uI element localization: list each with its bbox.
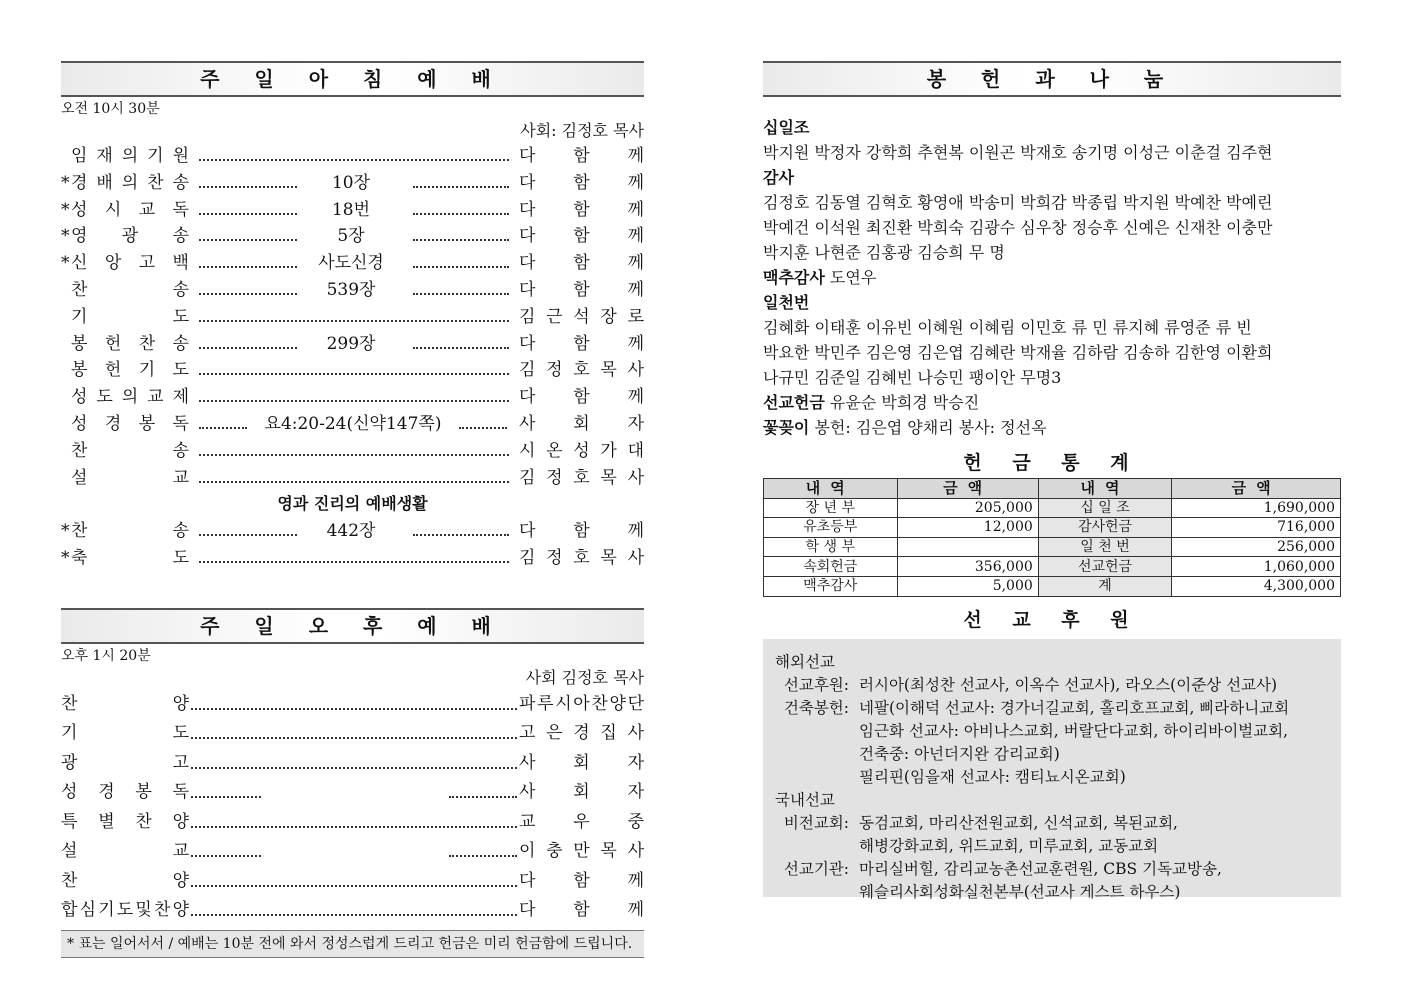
tithe-names: 박지원 박정자 강학희 추현복 이원곤 박재호 송기명 이성근 이춘걸 김주현 xyxy=(763,143,1273,162)
afternoon-order-item xyxy=(61,837,644,867)
offering-list xyxy=(763,115,1341,440)
stats-amount: 1,060,000 xyxy=(1172,557,1341,577)
thousand-names-1: 김혜화 이태훈 이유빈 이혜원 이혜림 이민호 류 민 류지혜 류영준 류 빈 xyxy=(763,318,1252,337)
stats-amount: 356,000 xyxy=(897,557,1038,577)
standing-mark: * xyxy=(61,547,70,568)
order-item xyxy=(61,143,644,170)
order-item-leader: 김 근 석 장 로 xyxy=(519,306,644,327)
order-item-leader: 다 함 께 xyxy=(519,521,644,542)
thousand-names-3: 나규민 김준일 김혜빈 나승민 팽이안 무명3 xyxy=(763,368,1062,387)
order-item xyxy=(61,304,644,331)
order-item-name: 경 배 의 찬 송 xyxy=(71,172,189,193)
stats-header: 내역 xyxy=(1038,479,1172,499)
stats-row xyxy=(764,576,1341,596)
afternoon-item-name: 특 별 찬 양 xyxy=(61,811,189,832)
order-item-detail: 요4:20-24(신약147쪽) xyxy=(264,413,442,434)
order-item-name: 신 앙 고 백 xyxy=(71,253,189,274)
stats-row xyxy=(764,498,1341,518)
afternoon-service-title: 주 일 오 후 예 배 xyxy=(61,608,644,644)
org-label: 선교기관: xyxy=(783,859,849,878)
order-item-detail: 442장 xyxy=(326,521,376,542)
vision-label: 비전교회: xyxy=(783,813,849,832)
afternoon-item-leader: 이 충 만 목 사 xyxy=(519,841,644,862)
stats-amount xyxy=(897,537,1038,557)
morning-closing-list xyxy=(61,518,644,572)
mission-offering-label: 선교헌금 xyxy=(763,393,825,412)
standing-mark: * xyxy=(61,521,70,542)
harvest-thanks-names: 도연우 xyxy=(829,268,877,287)
order-item-name: 성 도 의 교 제 xyxy=(71,387,189,408)
order-item xyxy=(61,438,644,465)
order-item-leader: 다 함 께 xyxy=(519,333,644,354)
standing-mark: * xyxy=(61,226,70,247)
support-label: 선교후원: xyxy=(783,675,849,694)
order-item-detail: 사도신경 xyxy=(318,253,384,274)
build-label: 건축봉헌: xyxy=(783,698,849,717)
morning-order-list xyxy=(61,143,644,491)
stats-amount: 256,000 xyxy=(1172,537,1341,557)
stats-row xyxy=(764,557,1341,577)
flower-label: 꽃꽂이 xyxy=(763,418,810,437)
afternoon-item-name: 설 교 xyxy=(61,841,189,862)
stats-header: 금액 xyxy=(1172,479,1341,499)
afternoon-item-name: 성 경 봉 독 xyxy=(61,782,189,803)
afternoon-order-item xyxy=(61,867,644,897)
order-item-name: 찬 송 xyxy=(71,440,189,461)
afternoon-service-time: 오후 1시 20분 xyxy=(61,647,151,664)
order-item-leader: 다 함 께 xyxy=(519,199,644,220)
org-text-1: 마리실버힐, 감리교농촌선교훈련원, CBS 기독교방송, xyxy=(859,859,1222,878)
order-item xyxy=(61,384,644,411)
afternoon-item-name: 찬 양 xyxy=(61,693,189,714)
order-item-name: 찬 송 xyxy=(71,279,189,300)
order-item-name: 영 광 송 xyxy=(71,226,189,247)
morning-presider: 사회: 김정호 목사 xyxy=(520,121,644,140)
order-item xyxy=(61,411,644,438)
stats-row xyxy=(764,537,1341,557)
build-text-4: 필리핀(임을재 선교사: 캠티뇨시온교회) xyxy=(859,767,1126,786)
order-item xyxy=(61,518,644,545)
stats-category: 십 일 조 xyxy=(1038,498,1172,518)
order-item-leader: 김 정 호 목 사 xyxy=(519,467,644,488)
overseas-mission-heading: 해외선교 xyxy=(775,652,835,671)
order-item-name: 봉 헌 기 도 xyxy=(71,360,189,381)
order-item-leader: 다 함 께 xyxy=(519,146,644,166)
offering-stats-title: 헌 금 통 계 xyxy=(963,452,1141,474)
order-item xyxy=(61,197,644,224)
order-item-name: 설 교 xyxy=(71,467,189,488)
standing-mark: * xyxy=(61,172,70,193)
afternoon-item-leader: 사 회 자 xyxy=(519,782,644,803)
mission-offering-names: 유윤순 박희경 박승진 xyxy=(829,393,980,412)
order-item-detail: 539장 xyxy=(326,279,376,300)
order-item-detail: 18번 xyxy=(331,199,371,220)
build-text-1: 네팔(이해덕 선교사: 경가너길교회, 홀리호프교회, 삐라하니교회 xyxy=(859,698,1290,717)
tithe-label: 십일조 xyxy=(763,118,810,137)
stats-category: 감사헌금 xyxy=(1038,518,1172,538)
stats-category: 맥추감사 xyxy=(764,576,898,596)
support-text: 러시아(최성찬 선교사, 이옥수 선교사), 라오스(이준상 선교사) xyxy=(859,675,1278,694)
order-item xyxy=(61,331,644,358)
thanks-label: 감사 xyxy=(763,168,794,187)
order-item-leader: 다 함 께 xyxy=(519,253,644,274)
order-item-detail: 10장 xyxy=(331,172,371,193)
order-item xyxy=(61,277,644,304)
morning-service-title: 주 일 아 침 예 배 xyxy=(61,61,644,97)
order-item-name: 기 도 xyxy=(71,306,189,327)
order-item-leader: 시 온 성 가 대 xyxy=(519,440,644,461)
stats-category: 속회헌금 xyxy=(764,557,898,577)
right-column xyxy=(763,61,1341,901)
stats-category: 학 생 부 xyxy=(764,537,898,557)
mission-support-title: 선 교 후 원 xyxy=(963,608,1141,631)
order-item-leader: 다 함 께 xyxy=(519,172,644,193)
order-item xyxy=(61,250,644,277)
order-item xyxy=(61,223,644,250)
afternoon-order-item xyxy=(61,808,644,838)
order-item xyxy=(61,465,644,492)
order-item-detail: 299장 xyxy=(326,333,376,354)
stats-category: 유초등부 xyxy=(764,518,898,538)
worship-notice: * 표는 일어서서 / 예배는 10분 전에 와서 정성스럽게 드리고 헌금은 미리 헌금함에 드립니다. xyxy=(61,930,644,958)
afternoon-item-leader: 다 함 께 xyxy=(519,870,644,891)
afternoon-order-item xyxy=(61,896,644,926)
stats-amount: 205,000 xyxy=(897,498,1038,518)
order-item xyxy=(61,170,644,197)
flower-names: 봉헌: 김은엽 양채리 봉사: 정선옥 xyxy=(814,418,1047,437)
order-item-name: 임 재 의 기 원 xyxy=(71,146,189,166)
stats-amount: 5,000 xyxy=(897,576,1038,596)
stats-row xyxy=(764,518,1341,538)
afternoon-item-name: 합 심 기 도 및 찬 양 xyxy=(61,900,189,921)
order-item-name: 찬 송 xyxy=(71,521,189,542)
stats-header: 내역 xyxy=(764,479,898,499)
afternoon-item-leader: 사 회 자 xyxy=(519,752,644,773)
vision-text-1: 동검교회, 마리산전원교회, 신석교회, 복된교회, xyxy=(859,813,1178,832)
stats-amount: 1,690,000 xyxy=(1172,498,1341,518)
afternoon-item-leader: 파 루 시 아 찬 양 단 xyxy=(519,693,644,714)
stats-category: 일 천 번 xyxy=(1038,537,1172,557)
thanks-names-1: 김정호 김동열 김혁호 황영애 박송미 박희감 박종립 박지원 박예찬 박예린 xyxy=(763,193,1273,212)
offering-stats-table xyxy=(763,478,1341,597)
afternoon-order-list xyxy=(61,690,644,926)
harvest-thanks-label: 맥추감사 xyxy=(763,268,825,287)
order-item-name: 봉 헌 찬 송 xyxy=(71,333,189,354)
order-item-leader: 사 회 자 xyxy=(519,413,644,434)
stats-amount: 716,000 xyxy=(1172,518,1341,538)
offering-title: 봉 헌 과 나 눔 xyxy=(763,61,1341,97)
thousand-names-2: 박요한 박민주 김은영 김은엽 김혜란 박재율 김하람 김송하 김한영 이환희 xyxy=(763,343,1273,362)
afternoon-order-item xyxy=(61,719,644,749)
stats-category: 선교헌금 xyxy=(1038,557,1172,577)
stats-category: 장 년 부 xyxy=(764,498,898,518)
left-column xyxy=(61,61,644,958)
domestic-mission-heading: 국내선교 xyxy=(775,790,835,809)
afternoon-item-name: 찬 양 xyxy=(61,870,189,891)
order-item-name: 성 시 교 독 xyxy=(71,199,189,220)
order-item-name: 축 도 xyxy=(71,547,189,568)
build-text-3: 건축중: 아넌더지완 감리교회) xyxy=(859,744,1060,763)
org-text-2: 웨슬리사회성화실천본부(선교사 게스트 하우스) xyxy=(859,882,1181,901)
vision-text-2: 해병강화교회, 위드교회, 미루교회, 교동교회 xyxy=(859,836,1159,855)
thanks-names-2: 박예건 이석원 최진환 박희숙 김광수 심우창 정승후 신예은 신재찬 이충만 xyxy=(763,218,1273,237)
standing-mark: * xyxy=(61,199,70,220)
stats-category: 계 xyxy=(1038,576,1172,596)
order-item-leader: 다 함 께 xyxy=(519,387,644,408)
morning-service-time: 오전 10시 30분 xyxy=(61,101,160,117)
order-item-detail: 5장 xyxy=(337,226,365,247)
mission-support-box xyxy=(763,639,1341,901)
order-item-leader: 다 함 께 xyxy=(519,226,644,247)
order-item-leader: 다 함 께 xyxy=(519,279,644,300)
thousand-label: 일천번 xyxy=(763,293,810,312)
order-item-leader: 김 정 호 목 사 xyxy=(519,547,644,568)
order-item xyxy=(61,545,644,572)
stats-amount: 4,300,000 xyxy=(1172,576,1341,596)
afternoon-item-name: 기 도 xyxy=(61,723,189,744)
standing-mark: * xyxy=(61,253,70,274)
stats-amount: 12,000 xyxy=(897,518,1038,538)
thanks-names-3: 박지훈 나현준 김홍광 김승희 무 명 xyxy=(763,243,1005,262)
build-text-2: 임근화 선교사: 아비나스교회, 버랄단다교회, 하이리바이벌교회, xyxy=(859,721,1289,740)
afternoon-order-item xyxy=(61,778,644,808)
afternoon-item-leader: 고 은 경 집 사 xyxy=(519,723,644,744)
afternoon-item-name: 광 고 xyxy=(61,752,189,773)
order-item-leader: 김 정 호 목 사 xyxy=(519,360,644,381)
afternoon-item-leader: 다 함 께 xyxy=(519,900,644,921)
afternoon-order-item xyxy=(61,749,644,779)
sermon-title: 영과 진리의 예배생활 xyxy=(277,494,428,514)
afternoon-order-item xyxy=(61,690,644,720)
afternoon-presider: 사회 김정호 목사 xyxy=(525,667,644,687)
order-item-name: 성 경 봉 독 xyxy=(71,413,189,434)
order-item xyxy=(61,357,644,384)
afternoon-item-leader: 교 우 중 xyxy=(519,811,644,832)
stats-header: 금액 xyxy=(897,479,1038,499)
